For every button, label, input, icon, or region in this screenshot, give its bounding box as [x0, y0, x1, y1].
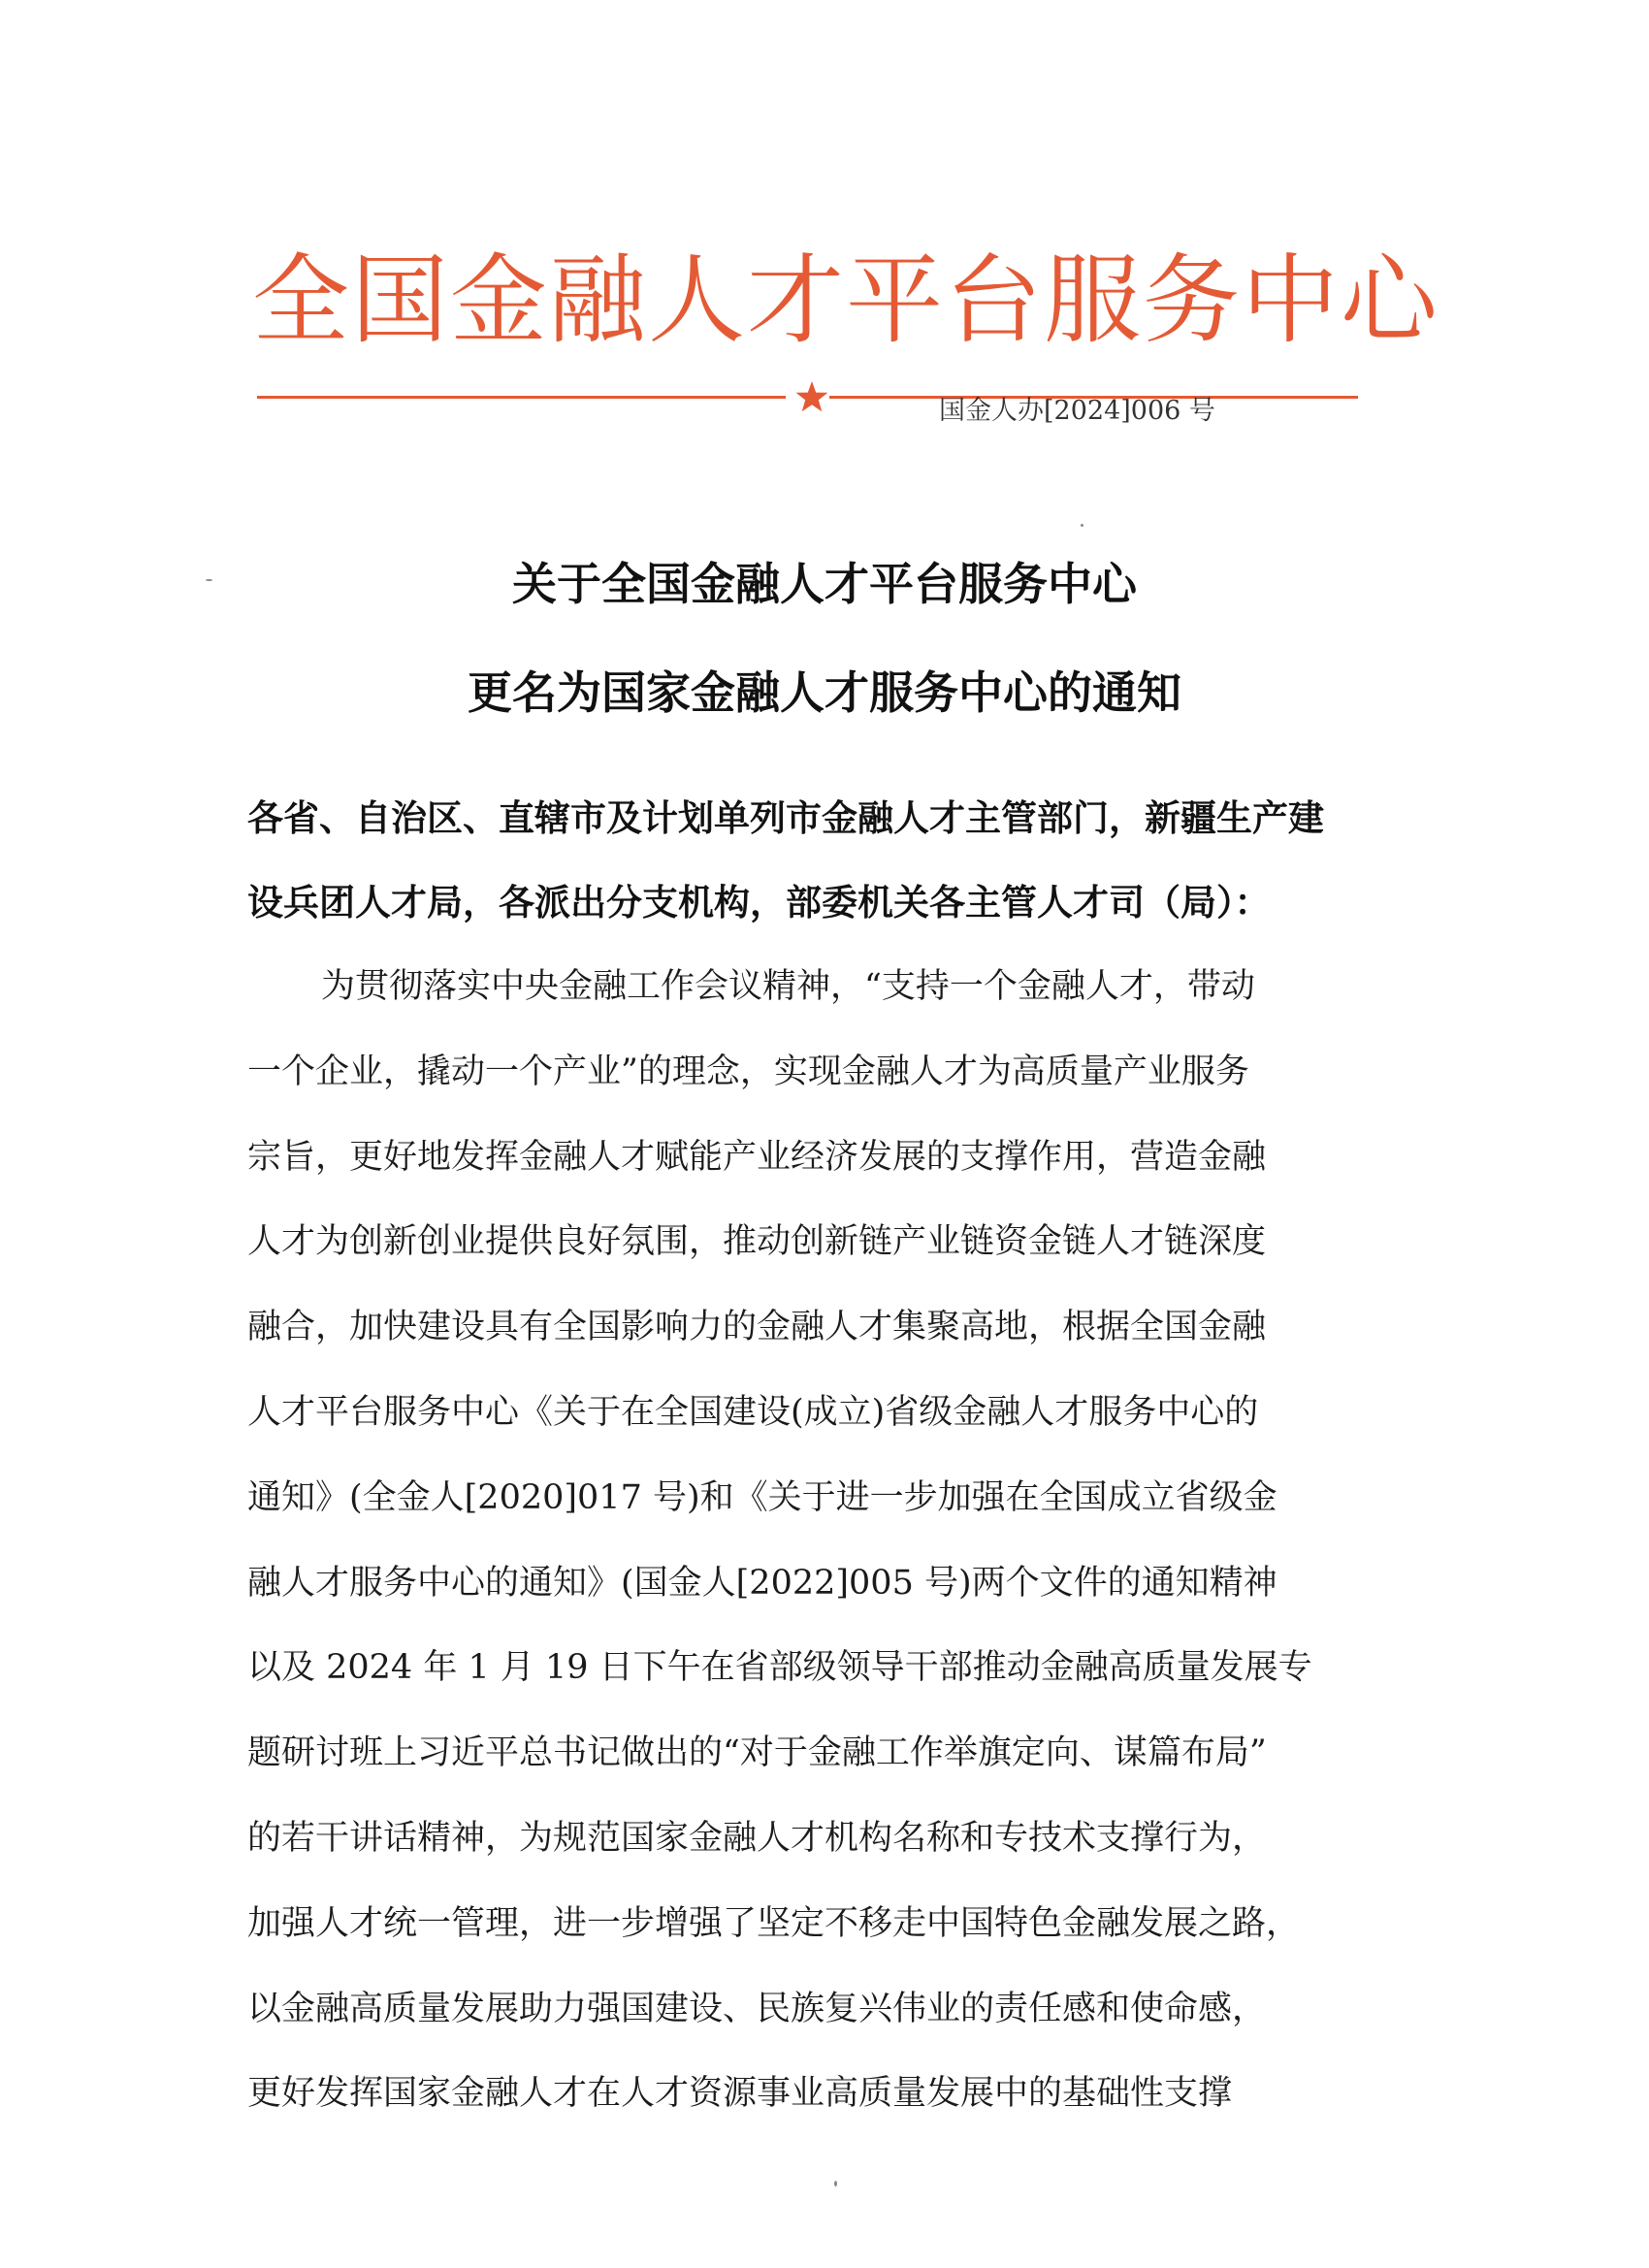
notice-title-line-1: 关于全国金融人才平台服务中心	[512, 558, 1137, 610]
recipients-block	[247, 776, 1377, 945]
body-line: 人才为创新创业提供良好氛围，推动创新链产业链资金链人才链深度	[247, 1222, 1267, 1262]
document-number: 国金人办[2024]006 号	[939, 396, 1215, 426]
body-line: 的若干讲话精神，为规范国家金融人才机构名称和专技术支撑行为，	[247, 1818, 1267, 1858]
notice-title-line-2: 更名为国家金融人才服务中心的通知	[468, 666, 1181, 719]
recipients-line: 设兵团人才局，各派出分支机构，部委机关各主管人才司（局）：	[247, 881, 1271, 923]
body-line: 为贯彻落实中央金融工作会议精神，“支持一个金融人才，带动	[321, 967, 1255, 1006]
body-line: 更好发挥国家金融人才在人才资源事业高质量发展中的基础性支撑	[247, 2074, 1233, 2114]
scan-speck	[206, 579, 212, 581]
body-line: 融合，加快建设具有全国影响力的金融人才集聚高地，根据全国金融	[247, 1308, 1267, 1347]
red-star-icon	[794, 379, 829, 414]
body-line: 人才平台服务中心《关于在全国建设(成立)省级金融人才服务中心的	[247, 1392, 1259, 1432]
body-line: 以及 2024 年 1 月 19 日下午在省部级领导干部推动金融高质量发展专	[247, 1648, 1312, 1688]
scan-speck	[834, 2181, 837, 2187]
organization-title: 全国金融人才平台服务中心	[252, 243, 1439, 357]
body-line: 通知》(全金人[2020]017 号)和《关于进一步加强在全国成立省级金	[247, 1477, 1277, 1517]
body-line: 题研讨班上习近平总书记做出的“对于金融工作举旗定向、谋篇布局”	[247, 1733, 1267, 1773]
body-line: 宗旨，更好地发挥金融人才赋能产业经济发展的支撑作用，营造金融	[247, 1137, 1267, 1177]
scan-speck	[1081, 524, 1083, 527]
notice-body	[247, 945, 1377, 2137]
red-rule-left-line	[257, 396, 786, 399]
body-line: 以金融高质量发展助力强国建设、民族复兴伟业的责任感和使命感，	[247, 1989, 1267, 2028]
body-line: 一个企业，撬动一个产业”的理念，实现金融人才为高质量产业服务	[247, 1052, 1249, 1091]
body-line: 融人才服务中心的通知》(国金人[2022]005 号)两个文件的通知精神	[247, 1563, 1277, 1603]
body-line: 加强人才统一管理，进一步增强了坚定不移走中国特色金融发展之路，	[247, 1903, 1301, 1943]
recipients-line: 各省、自治区、直辖市及计划单列市金融人才主管部门，新疆生产建	[247, 796, 1324, 839]
